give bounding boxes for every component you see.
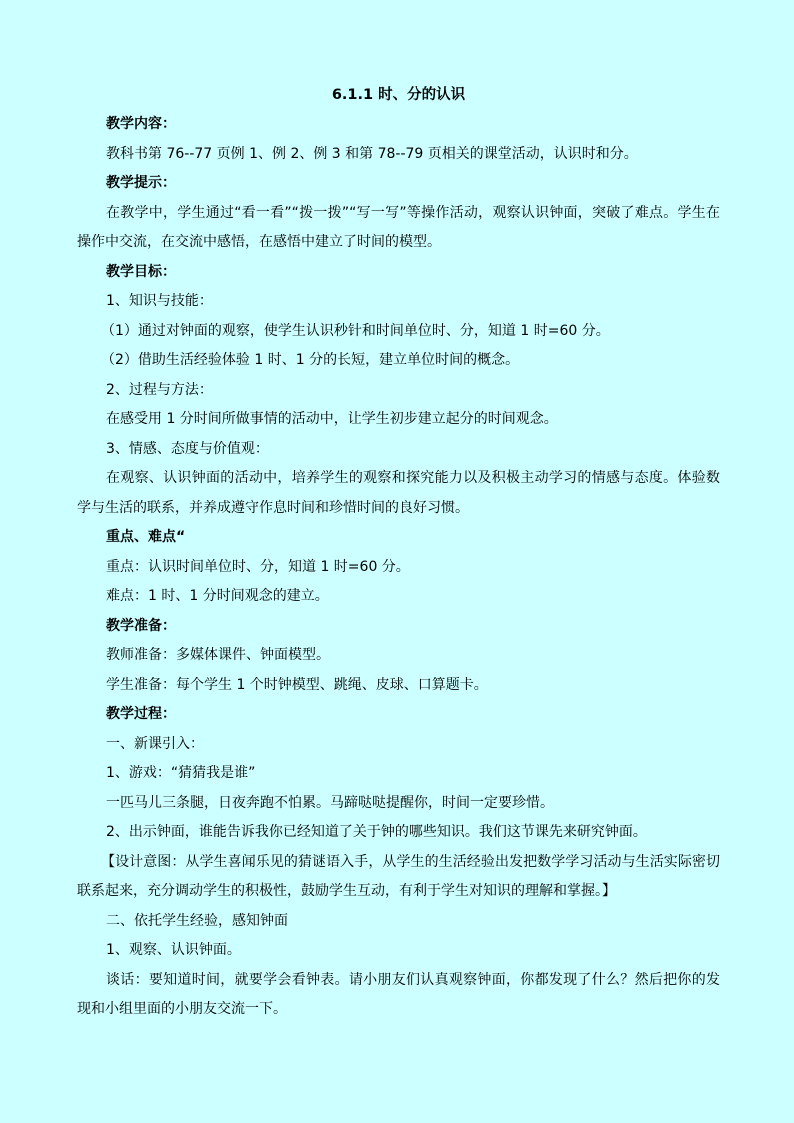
goal-1-item-2: （2）借助生活经验体验 1 时、1 分的长短，建立单位时间的概念。 [101, 352, 520, 368]
process-2-item-1-paragraph: 谈话：要知道时间，就要学会看钟表。请小朋友们认真观察钟面，你都发现了什么？然后把你的发现和小组里面的小朋友交流一下。 [77, 971, 720, 1017]
goal-2-heading: 2、过程与方法： [106, 381, 213, 398]
process-2-heading: 二、依托学生经验，感知钟面 [106, 912, 288, 929]
process-1-item-1-text: 一匹马儿三条腿，日夜奔跑不怕累。马蹄哒哒提醒你，时间一定要珍惜。 [106, 794, 554, 811]
heading-teaching-hint: 教学提示： [106, 175, 176, 191]
heading-teaching-process: 教学过程： [106, 706, 176, 722]
document-body [77, 80, 720, 1025]
process-1-item-1: 1、游戏：“猜猜我是谁” [106, 765, 256, 781]
key-point-2: 难点：1 时、1 分时间观念的建立。 [106, 588, 329, 604]
process-2-item-1: 1、观察、认识钟面。 [106, 942, 241, 958]
page-title: 6.1.1 时、分的认识 [331, 87, 466, 103]
heading-teaching-prep: 教学准备： [106, 617, 176, 634]
prep-student: 学生准备：每个学生 1 个时钟模型、跳绳、皮球、口算题卡。 [106, 676, 488, 693]
hint-paragraph: 在教学中，学生通过“看一看”“拨一拨”“写一写”等操作活动，观察认识钟面，突破了难点。学生在操作中交流，在交流中感悟，在感悟中建立了时间的模型。 [77, 204, 720, 250]
design-note-paragraph: 【设计意图：从学生喜闻乐见的猜谜语入手，从学生的生活经验出发把数学学习活动与生活实际密切联系起来，充分调动学生的积极性，鼓励学生互动，有利于学生对知识的理解和掌握。】 [77, 853, 720, 899]
process-1-item-2: 2、出示钟面，谁能告诉我你已经知道了关于钟的哪些知识。我们这节课先来研究钟面。 [106, 824, 647, 840]
key-point-1: 重点：认识时间单位时、分，知道 1 时=60 分。 [106, 558, 410, 575]
heading-teaching-goal: 教学目标： [106, 263, 176, 280]
goal-3-paragraph: 在观察、认识钟面的活动中，培养学生的观察和探究能力以及积极主动学习的情感与态度。体验数学与生活的联系，并养成遵守作息时间和珍惜时间的良好习惯。 [77, 470, 720, 516]
heading-teaching-content: 教学内容： [106, 116, 176, 132]
heading-key-points: 重点、难点“ [106, 529, 186, 545]
prep-teacher: 教师准备：多媒体课件、钟面模型。 [106, 647, 330, 663]
goal-2-text: 在感受用 1 分时间所做事情的活动中，让学生初步建立起分的时间观念。 [106, 411, 558, 427]
goal-1-heading: 1、知识与技能： [106, 293, 213, 309]
content-text: 教科书第 76--77 页例 1、例 2、例 3 和第 78--79 页相关的课堂活动，认识时和分。 [106, 145, 638, 162]
process-1-heading: 一、新课引入： [106, 735, 204, 752]
goal-1-item-1: （1）通过对钟面的观察，使学生认识秒针和时间单位时、分，知道 1 时=60 分。 [101, 322, 610, 339]
goal-3-heading: 3、情感、态度与价值观： [106, 440, 269, 457]
